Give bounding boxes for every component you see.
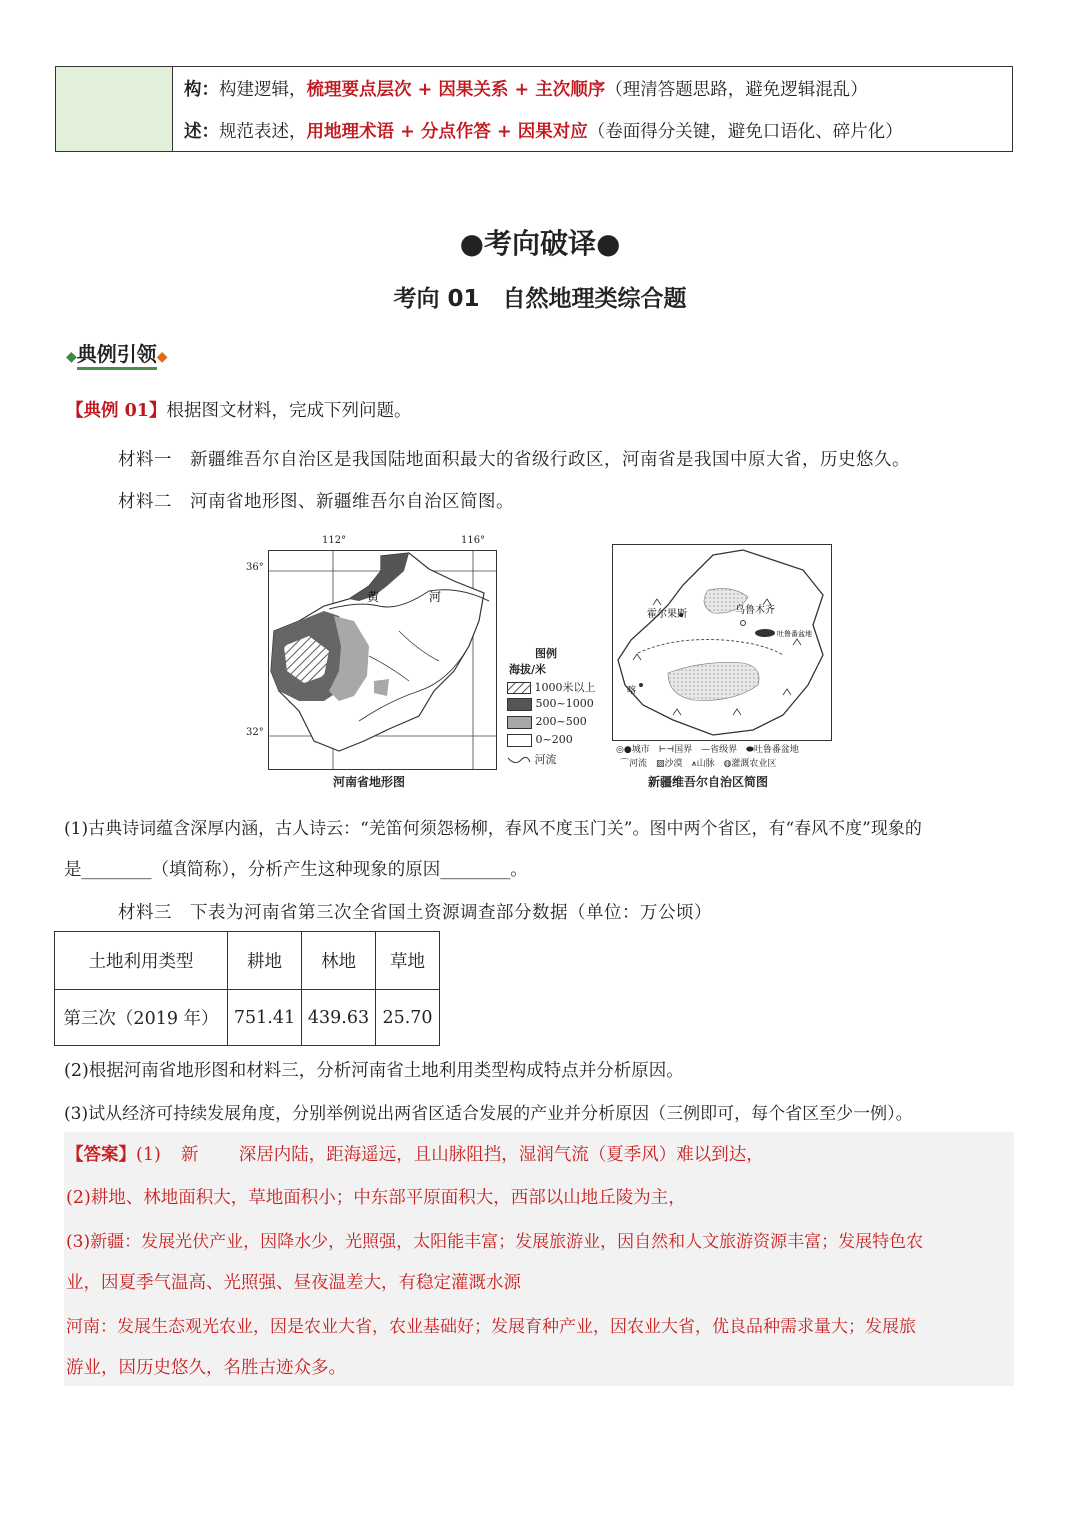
xinjiang-map (612, 544, 832, 741)
land-use-table (54, 931, 440, 1046)
answer-block (64, 1132, 1014, 1386)
method-row-expression: 述：规范表述，用地理术语 + 分点作答 + 因果对应（卷面得分关键，避免口语化、碎片化） (184, 122, 903, 142)
river-char-2: 河 (429, 590, 442, 604)
example-intro: 【典例 01】根据图文材料，完成下列问题。 (66, 401, 412, 421)
legend-item-river: 河流 (507, 751, 557, 767)
diamond-green-icon: ◆ (66, 349, 77, 365)
river-char-1: 黄 (367, 590, 380, 604)
xinjiang-legend-row2: ⌒河流 ▨沙漠 ⩚山脉 ◍灌溉农业区 (620, 759, 777, 769)
place-urumqi: 乌鲁木齐 (735, 605, 775, 616)
question-1-line2: 是________（填简称），分析产生这种现象的原因________。 (64, 860, 528, 880)
question-1-line1: (1)古典诗词蕴含深厚内涵，古人诗云：“羌笛何须怨杨柳，春风不度玉门关”。图中两个省区，有“春风不度”现象的 (64, 819, 922, 839)
method-row-structure: 构：构建逻辑，梳理要点层次 + 因果关系 + 主次顺序（理清答题思路，避免逻辑混乱） (184, 80, 868, 100)
section-title: ●考向破译● (459, 227, 621, 260)
xinjiang-map-caption: 新疆维吾尔自治区简图 (648, 775, 769, 789)
diamond-orange-icon: ◆ (156, 349, 168, 365)
answer-3-line1: (3)新疆：发展光伏产业，因降水少，光照强，太阳能丰富；发展旅游业，因自然和人文旅游资源丰富；发展特色农 (66, 1232, 924, 1252)
table-header-row: 土地利用类型 耕地 林地 草地 (55, 932, 440, 990)
turpan-basin-mark (755, 629, 775, 637)
legend-item-1000: 1000米以上 (507, 679, 596, 695)
answer-3-line2: 业，因夏季气温高、光照强、昼夜温差大，有稳定灌溉水源 (66, 1273, 521, 1293)
material-two: 材料二 河南省地形图、新疆维吾尔自治区简图。 (118, 492, 514, 512)
material-three: 材料三 下表为河南省第三次全省国土资源调查部分数据（单位：万公顷） (118, 903, 712, 923)
table-row: 第三次（2019 年） 751.41 439.63 25.70 (55, 990, 440, 1046)
henan-map-legend: 图例 海拔/米 1000米以上 500~1000 200~500 0~200 河流 (509, 647, 596, 766)
lon-label-112: 112° (322, 535, 347, 546)
lat-label-32: 32° (246, 727, 264, 738)
answer-1: 【答案】(1) 新 深居内陆，距海遥远，且山脉阻挡，湿润气流（夏季风）难以到达， (66, 1145, 764, 1165)
legend-item-200: 200~500 (507, 715, 587, 729)
method-table-side-cell (56, 67, 173, 151)
place-kashgar: 喀 (627, 686, 637, 696)
henan-map-caption: 河南省地形图 (333, 775, 406, 789)
henan-map-svg (269, 551, 496, 769)
answer-3-line3: 河南：发展生态观光农业，因是农业大省，农业基础好；发展育种产业，因农业大省，优良品种需求量大；发展旅 (66, 1317, 916, 1337)
henan-terrain-map (268, 550, 497, 770)
xinjiang-outline (618, 550, 823, 735)
xinjiang-map-svg (613, 545, 831, 740)
material-one: 材料一 新疆维吾尔自治区是我国陆地面积最大的省级行政区，河南省是我国中原大省，历史悠久。 (118, 450, 910, 470)
answer-2: (2)耕地、林地面积大，草地面积小；中东部平原面积大，西部以山地丘陵为主， (66, 1188, 686, 1208)
place-turpan: 吐鲁番盆地 (777, 630, 812, 638)
method-table (55, 66, 1013, 152)
question-2: (2)根据河南省地形图和材料三，分析河南省土地利用类型构成特点并分析原因。 (64, 1061, 684, 1081)
example-heading: ◆典例引领◆ (66, 338, 168, 367)
question-3: (3)试从经济可持续发展角度，分别举例说出两省区适合发展的产业并分析原因（三例即可，每个省区至少一例）。 (64, 1104, 913, 1124)
xinjiang-legend-row1: ◎●城市 ⊢⊣国界 —省级界 ⬬吐鲁番盆地 (616, 745, 799, 755)
legend-item-0: 0~200 (507, 733, 573, 747)
legend-item-500: 500~1000 (507, 697, 594, 711)
lon-label-116: 116° (461, 535, 486, 546)
answer-3-line4: 游业，因历史悠久，名胜古迹众多。 (66, 1358, 346, 1378)
kashgar-city-dot (639, 683, 643, 687)
place-horgos: 霍尔果斯 (647, 609, 687, 620)
lat-label-36: 36° (246, 562, 264, 573)
section-subtitle: 考向 01 自然地理类综合题 (393, 286, 687, 312)
